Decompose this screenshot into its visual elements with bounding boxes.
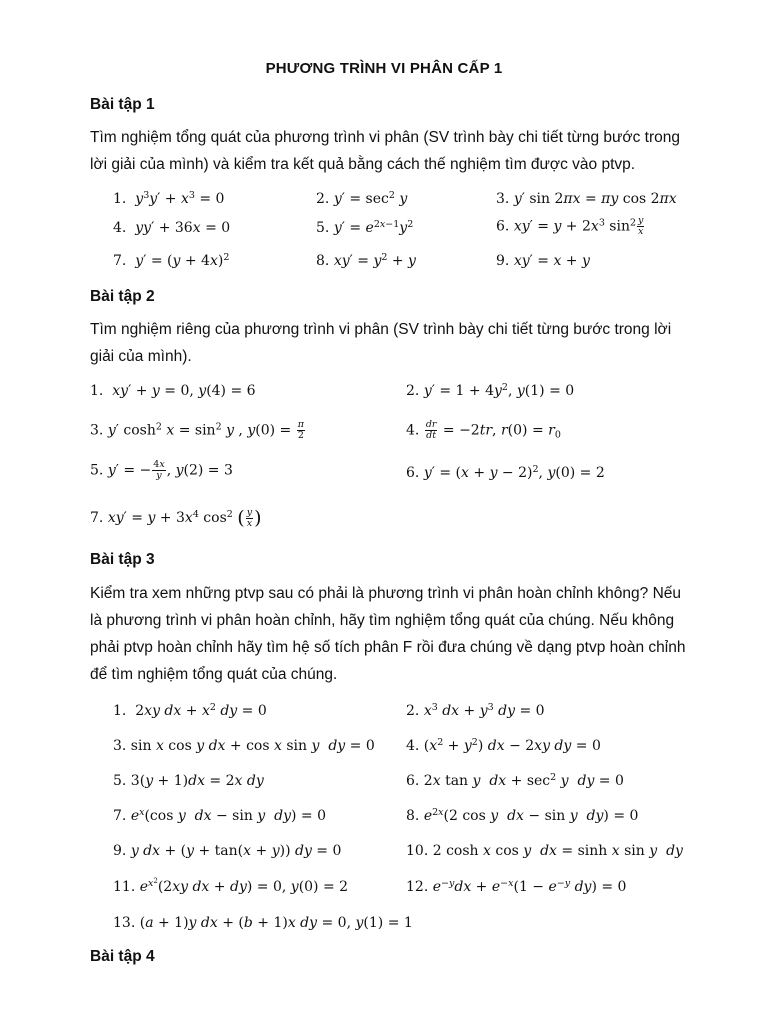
exercise-3-instruction: Kiểm tra xem những ptvp sau có phải là phương trình vi phân hoàn chỉnh không? Nếu là phương trình vi phân hoàn chỉnh, hãy tìm nghiệm tổng quát của chúng. Nếu không phải ptvp hoàn chỉnh hãy tìm hệ số tích phân F rồi đưa chúng về dạng ptvp hoàn chỉnh để tìm nghiệm tổng quát của chúng. — [90, 585, 686, 683]
ex3-eq-12: 12. $e^{-y}dx + e^{-x}(1 - e^{-y}$ dy) = 0 — [406, 878, 627, 895]
ex1-eq-1: 1. $y^3y' + x^3 = 0$ — [113, 190, 225, 207]
exercise-3-heading: Bài tập 3 — [90, 551, 155, 568]
ex3-eq-11: 11. $e^{x^2}(2xy$ dx + dy) = 0, y(0) = 2 — [113, 877, 349, 895]
ex2-eq-3: 3. y′ $\cosh^2 x = \sin^2 y$ , y(0) = $\frac{\pi}{2}$ — [90, 419, 304, 441]
ex3-eq-7: 7. $e^x(\cos$ y dx − sin y dy) = 0 — [113, 807, 326, 824]
ex3-eq-5: 5. 3(y + 1)dx = 2x dy — [113, 773, 264, 789]
exercise-2-heading: Bài tập 2 — [90, 288, 155, 305]
ex1-eq-4: 4. yy′ + 36x = 0 — [113, 220, 231, 236]
ex3-eq-4: 4. $(x^2 + y^2)$ dx − 2xy dy = 0 — [406, 737, 601, 754]
ex1-eq-7: 7. $y' = (y + 4x)^2$ — [113, 252, 230, 269]
exercise-1-heading: Bài tập 1 — [90, 96, 155, 113]
exercise-1-instruction: Tìm nghiệm tổng quát của phương trình vi phân (SV trình bày chi tiết từng bước trong lời giải của mình) và kiểm tra kết quả bằng cách thế nghiệm tìm được vào ptvp. — [90, 129, 680, 173]
ex3-eq-2: 2. $x^3$ dx + $y^3$ dy = 0 — [406, 702, 545, 719]
ex2-eq-1: 1. xy′ + y = 0, y(4) = 6 — [90, 383, 256, 399]
ex1-eq-6: 6. $xy' = y + 2x^3$ $\sin^2$ $\frac{y}{x}$ — [496, 215, 644, 237]
ex2-eq-2: 2. $y' = 1 + 4y^2$, y(1) = 0 — [406, 382, 575, 399]
ex3-eq-13: 13. (a + 1)y dx + (b + 1)x dy = 0, y(1) = 1 — [113, 915, 413, 931]
exercise-2-instruction: Tìm nghiệm riêng của phương trình vi phân (SV trình bày chi tiết từng bước trong lời giải của mình). — [90, 321, 672, 365]
ex3-eq-1: 1. 2xy dx + $x^2$ dy = 0 — [113, 702, 267, 719]
ex1-eq-2: 2. $y' = \sec^2 y$ — [316, 190, 408, 207]
ex2-eq-4: 4. $\frac{dr}{dt}$ = −2tr, $r(0) = r_0$ — [406, 419, 561, 441]
ex1-eq-8: 8. $xy' = y^2 + y$ — [316, 252, 416, 269]
ex3-eq-9: 9. y dx + (y + tan(x + y)) dy = 0 — [113, 843, 342, 859]
ex3-eq-6: 6. 2x tan y dx + $\sec^2 y$ dy = 0 — [406, 772, 624, 789]
ex2-eq-6: 6. $y' = (x + y - 2)^2$, y(0) = 2 — [406, 464, 605, 481]
ex1-eq-5: 5. $y' = e^{2x-1}y^2$ — [316, 219, 414, 236]
page-title: PHƯƠNG TRÌNH VI PHÂN CẤP 1 — [265, 60, 503, 77]
ex1-eq-3: 3. y′ sin 2πx = πy cos 2πx — [496, 191, 677, 207]
ex3-eq-8: 8. $e^{2x}(2$ cos y dx − sin y dy) = 0 — [406, 807, 639, 824]
ex2-eq-7: 7. $xy' = y + 3x^4$ $\cos^2$ ( $\frac{y}{x}$ ) — [90, 506, 262, 529]
ex2-eq-5: 5. y′ = − $\frac{4x}{y}$ , y(2) = 3 — [90, 459, 233, 481]
ex3-eq-10: 10. 2 cosh x cos y dx = sinh x sin y dy — [406, 843, 683, 859]
ex1-eq-9: 9. xy′ = x + y — [496, 253, 590, 269]
ex3-eq-3: 3. sin x cos y dx + cos x sin y dy = 0 — [113, 738, 375, 754]
exercise-4-heading: Bài tập 4 — [90, 948, 155, 965]
